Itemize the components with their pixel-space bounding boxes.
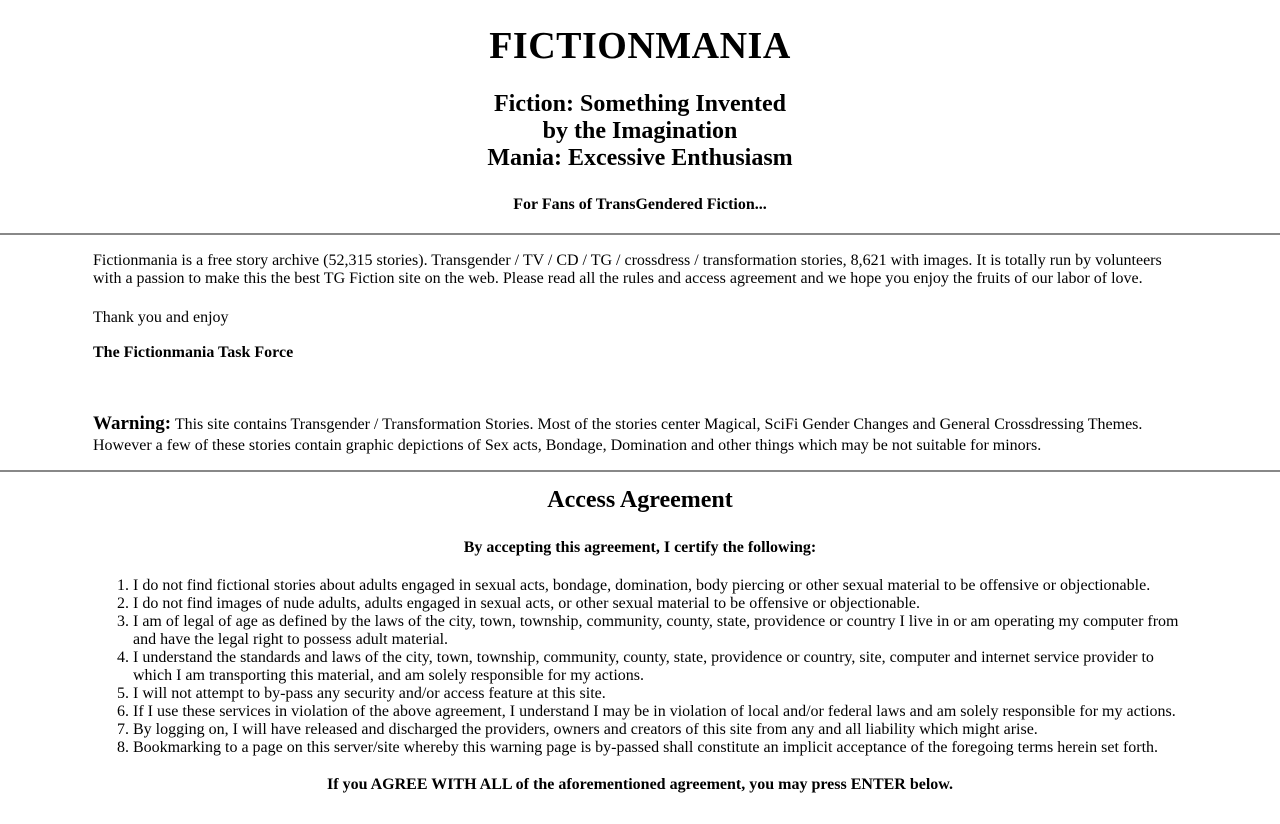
agreement-item: 4. I understand the standards and laws of the city, town, township, community, county, state, providence or country, site, computer and internet service provider to which I am transporting this material, and am solely responsible for my actions.	[133, 649, 1180, 685]
agreement-item: 5. I will not attempt to by-pass any security and/or access feature at this site.	[133, 685, 1180, 703]
access-agreement-heading: Access Agreement	[547, 487, 733, 513]
warning-paragraph	[93, 413, 1165, 456]
thanks-line: Thank you and enjoy	[93, 309, 229, 326]
agreement-list	[93, 577, 1180, 757]
agreement-item: 8. Bookmarking to a page on this server/site whereby this warning page is by-passed shall constitute an implicit acceptance of the foregoing terms herein set forth.	[133, 739, 1180, 757]
divider-top	[0, 233, 1280, 235]
divider-agreement	[0, 470, 1280, 472]
certify-subheading: By accepting this agreement, I certify the following:	[463, 539, 817, 556]
page-title: FICTIONMANIA	[489, 25, 791, 67]
warning-text: This site contains Transgender / Transformation Stories. Most of the stories center Magical, SciFi Gender Changes and General Crossdressing Themes. However a few of these stories contain graphic depictions of Sex acts, Bondage, Domination and other things which may be not suitable for minors.	[93, 416, 1143, 454]
fictionmania-entrance-page	[0, 24, 1280, 824]
agreement-item: 3. I am of legal of age as defined by the laws of the city, town, township, community, county, state, providence or country I live in or am operating my computer from and have the legal right to possess adult material.	[133, 613, 1180, 649]
agreement-item: 7. By logging on, I will have released and discharged the providers, owners and creators of this site from any and all liability which might arise.	[133, 721, 1180, 739]
intro-section	[93, 252, 1165, 456]
motto-line-1: Fiction: Something Invented	[493, 91, 786, 117]
warning-label: Warning:	[93, 413, 172, 434]
motto-line-2: by the Imagination	[542, 118, 738, 144]
intro-paragraph: Fictionmania is a free story archive (52,315 stories). Transgender / TV / CD / TG / crossdress / transformation stories, 8,621 with images. It is totally run by volunteers with a passion to make this the best TG Fiction site on the web. Please read all the rules and access agreement and we hope you enjoy the fruits of our labor of love.	[93, 252, 1162, 287]
agreement-item: 2. I do not find images of nude adults, adults engaged in sexual acts, or other sexual material to be offensive or objectionable.	[133, 595, 1180, 613]
access-agreement-section	[0, 487, 1280, 794]
task-force-signature: The Fictionmania Task Force	[93, 344, 294, 361]
motto-line-3: Mania: Excessive Enthusiasm	[487, 145, 793, 171]
tagline: For Fans of TransGendered Fiction...	[513, 196, 767, 213]
site-motto	[0, 91, 1280, 172]
agreement-item: 6. If I use these services in violation of the above agreement, I understand I may be in violation of local and/or federal laws and am solely responsible for my actions.	[133, 703, 1180, 721]
agreement-item: 1. I do not find fictional stories about adults engaged in sexual acts, bondage, domination, body piercing or other sexual material to be offensive or objectionable.	[133, 577, 1180, 595]
enter-instruction: If you AGREE WITH ALL of the aforementioned agreement, you may press ENTER below.	[327, 776, 953, 793]
